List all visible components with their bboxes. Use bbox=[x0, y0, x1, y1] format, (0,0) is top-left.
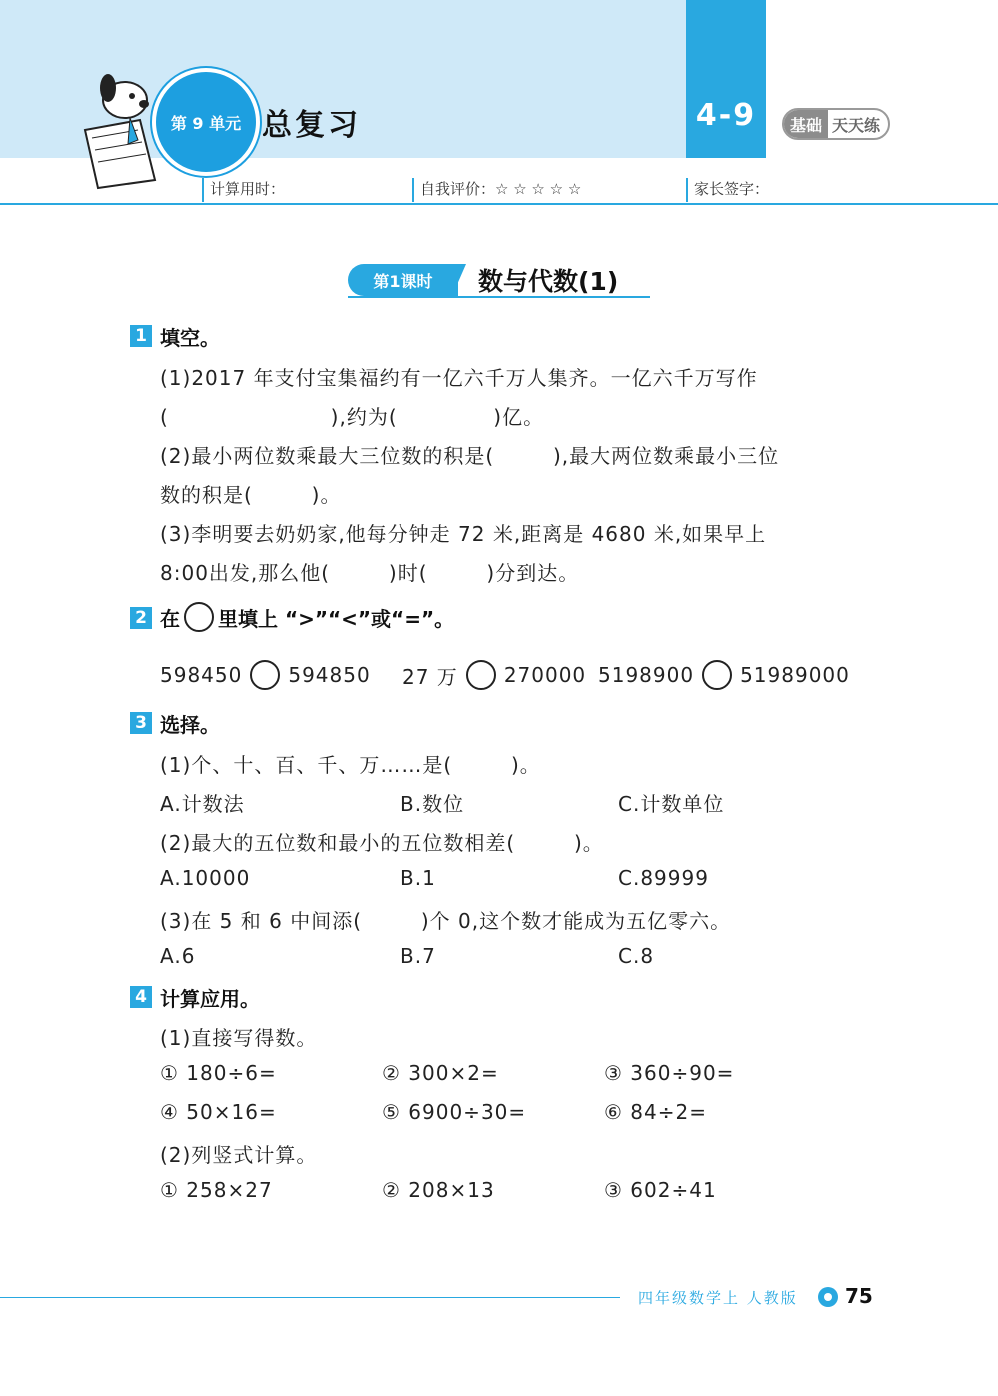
series-badge-b: 天天练 bbox=[832, 115, 881, 135]
compare-left: 5198900 bbox=[598, 663, 695, 687]
header-divider bbox=[0, 203, 998, 205]
q3-stem: (1)个、十、百、千、万……是( )。 bbox=[160, 753, 541, 777]
q2-title-pre: 在 bbox=[160, 606, 180, 631]
question-title: 填空。 bbox=[160, 326, 220, 350]
info-separator bbox=[686, 178, 688, 202]
calc-item: ③ 602÷41 bbox=[604, 1178, 717, 1202]
compare-right: 594850 bbox=[288, 663, 371, 687]
q3-option-a: A.计数法 bbox=[160, 792, 245, 816]
q4-sub2: (2)列竖式计算。 bbox=[160, 1143, 318, 1167]
q1-line: ( ),约为( )亿。 bbox=[160, 405, 545, 429]
compare-left: 598450 bbox=[160, 663, 243, 687]
lesson-title: 数与代数(1) bbox=[478, 267, 619, 296]
question-number: 4 bbox=[130, 986, 152, 1008]
q3-option-c: C.计数单位 bbox=[618, 792, 725, 816]
lesson-code: 4-9 bbox=[695, 98, 757, 133]
self-eval-label: 自我评价：☆ ☆ ☆ ☆ ☆ bbox=[420, 180, 582, 198]
compare-blank[interactable] bbox=[702, 660, 732, 690]
lesson-underline bbox=[348, 296, 650, 298]
footer-divider bbox=[0, 1297, 620, 1298]
calc-time-label: 计算用时： bbox=[210, 180, 286, 198]
series-badge-a: 基础 bbox=[784, 110, 828, 138]
q1-line: 8:00出发,那么他( )时( )分到达。 bbox=[160, 561, 580, 585]
q3-option-b: B.7 bbox=[400, 944, 436, 968]
unit-badge bbox=[152, 68, 260, 176]
q4-sub1: (1)直接写得数。 bbox=[160, 1026, 318, 1050]
lesson-tag-notch bbox=[452, 264, 466, 296]
q1-line: (2)最小两位数乘最大三位数的积是( ),最大两位数乘最小三位 bbox=[160, 444, 780, 468]
calc-item: ② 300×2= bbox=[382, 1061, 499, 1085]
footer-book-label: 四年级数学上 人教版 bbox=[638, 1289, 798, 1307]
compare-right: 270000 bbox=[503, 663, 587, 687]
circle-blank-icon bbox=[184, 602, 214, 632]
compare-item bbox=[402, 660, 586, 690]
compare-item bbox=[160, 660, 371, 690]
q3-option-b: B.数位 bbox=[400, 792, 465, 816]
q3-option-c: C.8 bbox=[618, 944, 655, 968]
series-badge bbox=[782, 108, 890, 140]
q3-option-c: C.89999 bbox=[618, 866, 709, 890]
compare-left: 27 万 bbox=[402, 664, 458, 689]
q3-option-a: A.6 bbox=[160, 944, 196, 968]
compare-blank[interactable] bbox=[250, 660, 280, 690]
lesson-tag: 第1课时 bbox=[348, 264, 458, 296]
question-title: 选择。 bbox=[160, 713, 220, 737]
calc-item: ① 180÷6= bbox=[160, 1061, 277, 1085]
info-separator bbox=[412, 178, 414, 202]
question-number: 1 bbox=[130, 325, 152, 347]
q2-title-post: 里填上 “>”“<”或“=”。 bbox=[218, 606, 455, 631]
q3-stem: (3)在 5 和 6 中间添( )个 0,这个数才能成为五亿零六。 bbox=[160, 909, 732, 933]
page-number: 75 bbox=[845, 1284, 873, 1308]
q3-option-b: B.1 bbox=[400, 866, 436, 890]
calc-item: ⑥ 84÷2= bbox=[604, 1100, 707, 1124]
q1-line: 数的积是( )。 bbox=[160, 483, 342, 507]
compare-blank[interactable] bbox=[466, 660, 496, 690]
header-code-band bbox=[686, 0, 766, 158]
info-separator bbox=[202, 178, 204, 202]
question-number: 3 bbox=[130, 712, 152, 734]
page-dot-icon bbox=[818, 1287, 838, 1307]
question-title bbox=[160, 602, 454, 632]
calc-item: ② 208×13 bbox=[382, 1178, 495, 1202]
calc-item: ③ 360÷90= bbox=[604, 1061, 735, 1085]
unit-label: 第 9 单元 bbox=[170, 113, 242, 133]
calc-item: ④ 50×16= bbox=[160, 1100, 277, 1124]
q1-line: (1)2017 年支付宝集福约有一亿六千万人集齐。一亿六千万写作 bbox=[160, 366, 758, 390]
compare-item bbox=[598, 660, 850, 690]
unit-title: 总复习 bbox=[262, 108, 361, 143]
parent-sign-label: 家长签字： bbox=[694, 180, 770, 198]
calc-item: ⑤ 6900÷30= bbox=[382, 1100, 527, 1124]
q3-stem: (2)最大的五位数和最小的五位数相差( )。 bbox=[160, 831, 604, 855]
q1-line: (3)李明要去奶奶家,他每分钟走 72 米,距离是 4680 米,如果早上 bbox=[160, 522, 767, 546]
calc-item: ① 258×27 bbox=[160, 1178, 273, 1202]
question-title: 计算应用。 bbox=[160, 987, 260, 1011]
q3-option-a: A.10000 bbox=[160, 866, 251, 890]
compare-right: 51989000 bbox=[740, 663, 850, 687]
question-number: 2 bbox=[130, 607, 152, 629]
